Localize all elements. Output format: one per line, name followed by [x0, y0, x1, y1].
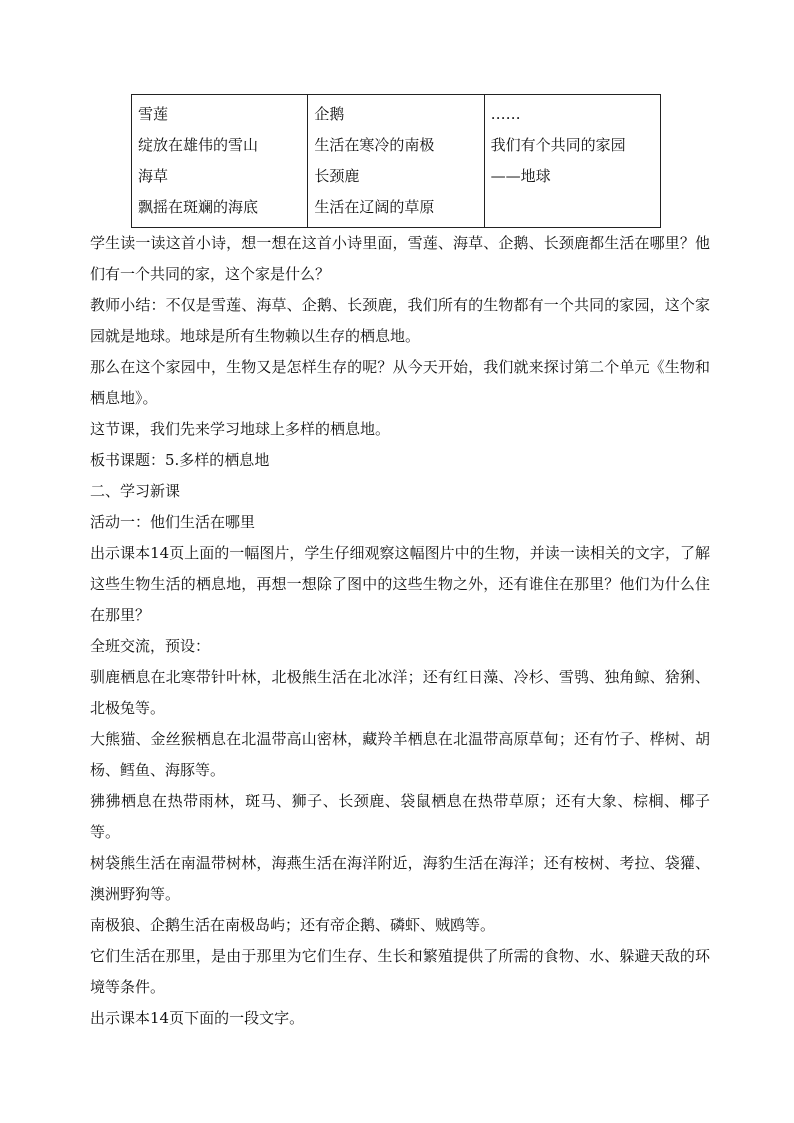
paragraph: 狒狒栖息在热带雨林，斑马、狮子、长颈鹿、袋鼠栖息在热带草原；还有大象、棕榈、椰子等。	[90, 792, 710, 841]
paragraph: 这节课，我们先来学习地球上多样的栖息地。	[90, 420, 391, 438]
paragraph: 南极狼、企鹅生活在南极岛屿；还有帝企鹅、磷虾、贼鸥等。	[90, 916, 496, 934]
poem-line: ……	[490, 105, 521, 123]
poem-table	[131, 94, 661, 228]
poem-line: 生活在辽阔的草原	[314, 198, 435, 216]
section-heading: 二、学习新课	[90, 482, 181, 500]
paragraph: 树袋熊生活在南温带树林，海燕生活在海洋附近，海豹生活在海洋；还有桉树、考拉、袋獾、澳洲野狗等。	[90, 854, 710, 903]
poem-line: 企鹅	[314, 105, 345, 123]
poem-line: 飘摇在斑斓的海底	[138, 198, 259, 216]
poem-column-1	[132, 95, 308, 228]
activity-heading: 活动一：他们生活在哪里	[90, 513, 256, 531]
paragraph: 板书课题：5.多样的栖息地	[90, 451, 270, 469]
paragraph: 大熊猫、金丝猴栖息在北温带高山密林，藏羚羊栖息在北温带高原草甸；还有竹子、桦树、胡杨、鳕鱼、海豚等。	[90, 730, 710, 779]
poem-column-2	[308, 95, 484, 228]
poem-column-3	[484, 95, 660, 228]
poem-line: 长颈鹿	[314, 167, 360, 185]
body-text	[90, 228, 710, 1034]
paragraph: 它们生活在那里，是由于那里为它们生存、生长和繁殖提供了所需的食物、水、躲避天敌的环境等条件。	[90, 947, 710, 996]
paragraph: 教师小结：不仅是雪莲、海草、企鹅、长颈鹿，我们所有的生物都有一个共同的家园，这个家园就是地球。地球是所有生物赖以生存的栖息地。	[90, 296, 710, 345]
poem-line: 生活在寒冷的南极	[314, 136, 435, 154]
poem-line: 海草	[138, 167, 169, 185]
paragraph: 出示课本14页上面的一幅图片，学生仔细观察这幅图片中的生物，并读一读相关的文字，了解这些生物生活的栖息地，再想一想除了图中的这些生物之外，还有谁住在那里？他们为什么住在那里？	[90, 544, 710, 624]
paragraph: 出示课本14页下面的一段文字。	[90, 1009, 305, 1027]
paragraph: 驯鹿栖息在北寒带针叶林，北极熊生活在北冰洋；还有红日藻、冷杉、雪鸮、独角鲸、猞猁、北极兔等。	[90, 668, 710, 717]
document-page	[90, 94, 710, 1034]
poem-line: ——地球	[490, 167, 551, 185]
paragraph: 学生读一读这首小诗，想一想在这首小诗里面，雪莲、海草、企鹅、长颈鹿都生活在哪里？他们有一个共同的家，这个家是什么？	[90, 234, 710, 283]
paragraph: 那么在这个家园中，生物又是怎样生存的呢？从今天开始，我们就来探讨第二个单元《生物和栖息地》。	[90, 358, 710, 407]
poem-line: 雪莲	[138, 105, 169, 123]
paragraph: 全班交流，预设：	[90, 637, 211, 655]
poem-line: 绽放在雄伟的雪山	[138, 136, 259, 154]
poem-line: 我们有个共同的家园	[490, 136, 626, 154]
